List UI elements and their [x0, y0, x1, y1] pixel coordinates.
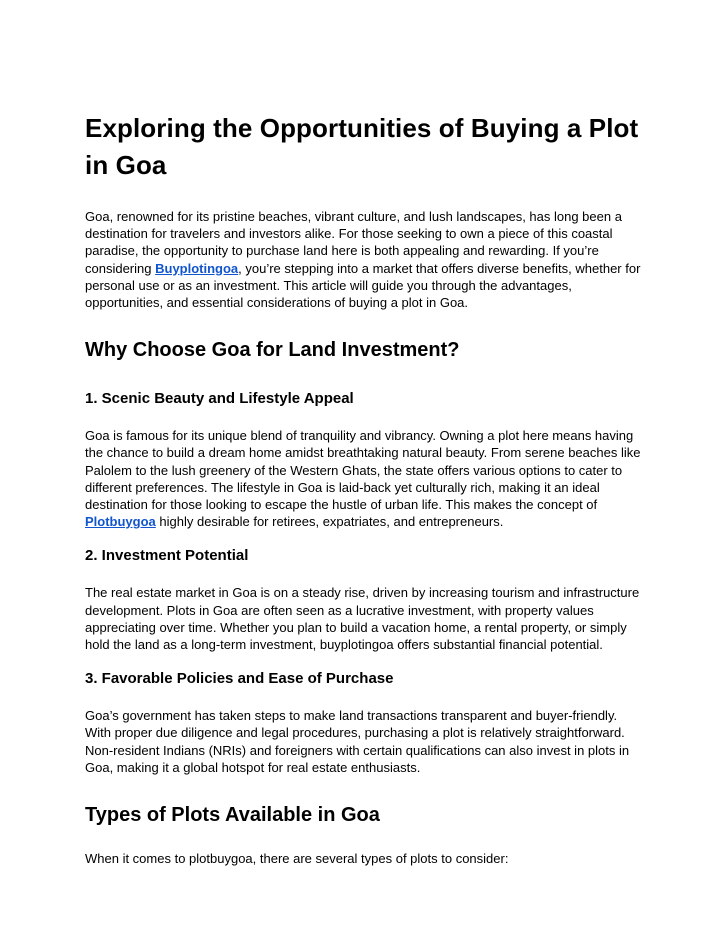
subheading-investment-potential: 2. Investment Potential [85, 547, 249, 565]
investment-potential-paragraph: The real estate market in Goa is on a steady rise, driven by increasing tourism and infrastructure development. Plots in Goa are often seen as a lucrative investment, with property values appreciating over time. Whether you plan to build a vacation home, a rental property, or simply hold the land as a long-term investment, buyplotingoa offers substantial financial potential. [85, 585, 640, 653]
section-heading-why-goa: Why Choose Goa for Land Investment? [85, 339, 460, 362]
scenic-beauty-paragraph [85, 427, 645, 530]
plotbuygoa-link[interactable]: Plotbuygoa [85, 514, 156, 530]
section-heading-plot-types: Types of Plots Available in Goa [85, 804, 380, 827]
subheading-favorable-policies: 3. Favorable Policies and Ease of Purchase [85, 670, 394, 688]
buyplotingoa-link[interactable]: Buyplotingoa [155, 260, 239, 276]
article [85, 110, 645, 867]
scenic-text-before-link: Goa is famous for its unique blend of tranquility and vibrancy. Owning a plot here means having the chance to build a dream home amidst breathtaking natural beauty. From serene beaches like Palolem to the lush greenery of the Western Ghats, the state offers various options to cater to different preferences. The lifestyle in Goa is laid-back yet culturally rich, making it an ideal destination for those looking to escape the hustle of urban life. This makes the concept of [85, 428, 641, 513]
scenic-text-after-link: highly desirable for retirees, expatriates, and entrepreneurs. [155, 514, 504, 530]
intro-paragraph [85, 208, 645, 311]
plot-types-intro-paragraph: When it comes to plotbuygoa, there are several types of plots to consider: [85, 851, 509, 867]
favorable-policies-paragraph: Goa’s government has taken steps to make land transactions transparent and buyer-friendly. With proper due diligence and legal procedures, purchasing a plot is relatively straightforward. Non-resident Indians (NRIs) and foreigners with certain qualifications can also invest in plots in Goa, making it a global hotspot for real estate enthusiasts. [85, 708, 630, 775]
intro-text-before-link: Goa, renowned for its pristine beaches, vibrant culture, and lush landscapes, has long been a destination for travelers and investors alike. For those seeking to own a piece of this coastal paradise, the opportunity to purchase land here is both appealing and rewarding. If you’re considering [85, 209, 622, 276]
article-title: Exploring the Opportunities of Buying a Plot in Goa [85, 113, 639, 180]
intro-text-after-link: , you’re stepping into a market that offers diverse benefits, whether for personal use or as an investment. This article will guide you through the advantages, opportunities, and essential considerations of buying a plot in Goa. [85, 260, 641, 311]
subheading-scenic-beauty: 1. Scenic Beauty and Lifestyle Appeal [85, 390, 354, 408]
